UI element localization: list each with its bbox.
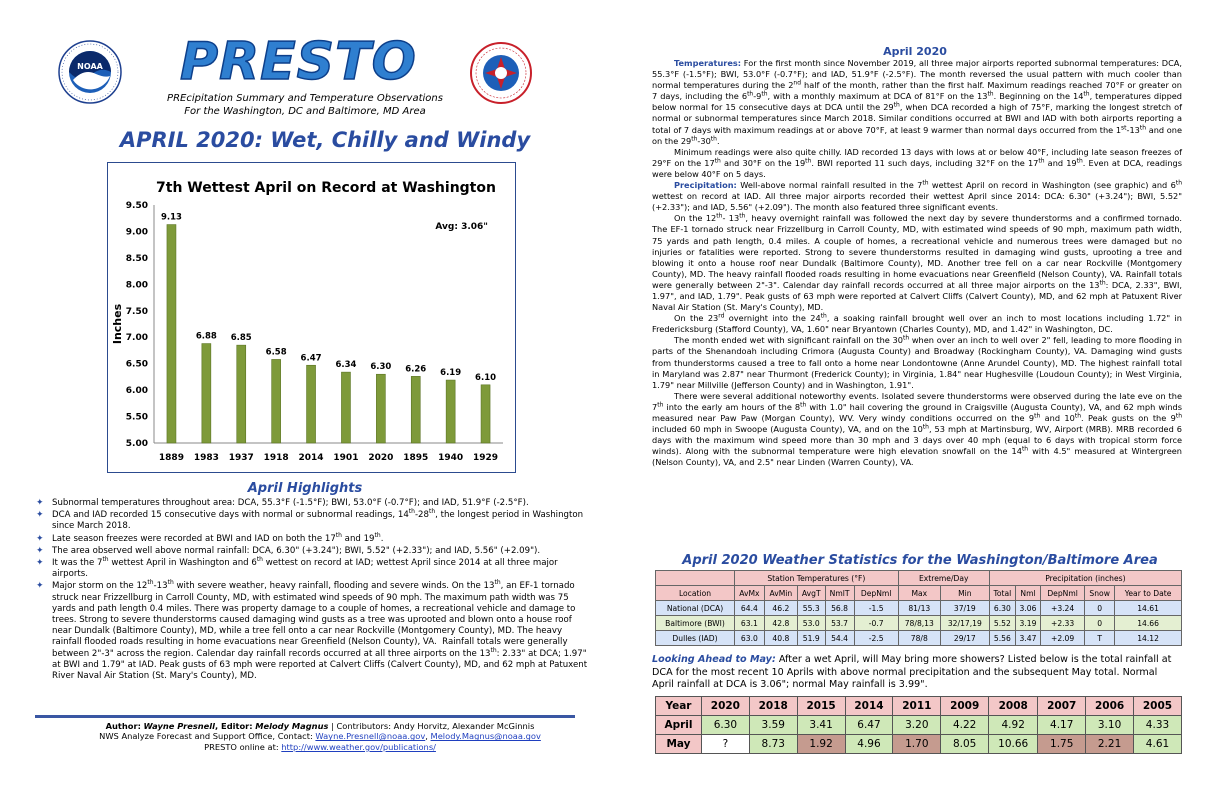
star-bullet-icon: ✦ [36, 545, 44, 556]
table-cell: 10.66 [989, 735, 1038, 754]
table-cell: 8.05 [941, 735, 989, 754]
table-cell: 2008 [989, 697, 1038, 716]
list-item [36, 498, 591, 509]
narrative [652, 58, 1182, 468]
data-label: 6.26 [405, 364, 427, 375]
looking-ahead-text: After a wet April, will May bring more showers? Listed below is the total rainfall at DCA for the most recent 10 Aprils with above normal precipitation and the subsequent May total. Normal April rainfall at DCA is 3.06"; normal May rainfall is 3.99". [652, 654, 1172, 691]
highlights-list [36, 498, 591, 683]
table-cell: Dulles (IAD) [656, 631, 735, 646]
table-cell: -1.5 [854, 601, 898, 616]
data-label: 6.88 [195, 331, 217, 342]
looking-ahead [652, 654, 1182, 692]
y-tick-label: 8.00 [125, 280, 148, 291]
chart-title: 7th Wettest April on Record at Washington [156, 180, 496, 196]
x-tick-label: 2020 [368, 453, 394, 463]
x-tick-label: 1889 [158, 453, 184, 463]
looking-ahead-label: Looking Ahead to May: [652, 654, 776, 665]
table-cell: 56.8 [825, 601, 854, 616]
bar [411, 376, 420, 443]
data-label: 6.85 [230, 333, 252, 344]
stats-title: April 2020 Weather Statistics for the Washington/Baltimore Area [682, 553, 1158, 568]
y-tick-label: 9.50 [125, 201, 148, 211]
bar [272, 359, 281, 443]
table-cell: 53.7 [825, 616, 854, 631]
footer [40, 721, 600, 752]
subtitle-line1: PREcipitation Summary and Temperature Observations [167, 93, 443, 104]
publications-link[interactable]: http://www.weather.gov/publications/ [281, 741, 436, 752]
y-tick-label: 5.50 [125, 412, 148, 423]
email-link-presnell[interactable]: Wayne.Presnell@noaa.gov [315, 731, 426, 742]
table-cell: 6.30 [989, 601, 1015, 616]
x-tick-label: 2014 [298, 453, 324, 463]
precip-paragraph: Precipitation: Well-above normal rainfall resulted in the 7th wettest April on record in Washington (see graphic) and 6th wettest on record at IAD. All three major airports recorded their wettest April since 2014: DCA: 6.30" (+3.24"); BWI, 5.52" (+2.33"); and IAD, 5.56" (+2.09"). The month also featured three significant events. [652, 179, 1182, 213]
table-cell: 46.2 [764, 601, 797, 616]
highlight-text: The area observed well above normal rainfall: DCA, 6.30" (+3.24"); BWI, 5.52" (+2.33"); and IAD, 5.56" (+2.09"). [52, 545, 541, 556]
author-name: Wayne Presnell [143, 721, 215, 731]
table-cell: 2020 [701, 697, 749, 716]
table-cell: 42.8 [764, 616, 797, 631]
table-row [656, 601, 1182, 616]
list-item [36, 558, 591, 580]
table-cell: +3.24 [1041, 601, 1085, 616]
contributors: | Contributors: Andy Horvitz, Alexander McGinnis [328, 721, 535, 731]
table-cell: 2015 [797, 697, 845, 716]
column-header: Max [898, 586, 940, 601]
data-label: 6.30 [370, 362, 392, 373]
table-cell: 3.59 [749, 716, 797, 735]
y-tick-label: 6.50 [125, 359, 148, 370]
star-bullet-icon: ✦ [36, 498, 44, 508]
row-header: Year [656, 697, 702, 716]
y-tick-label: 6.00 [125, 386, 148, 397]
table-cell: 14.66 [1115, 616, 1182, 631]
table-row [656, 735, 1182, 754]
row-header: May [656, 735, 702, 754]
soaking-paragraph: On the 23rd overnight into the 24th, a soaking rainfall brought well over an inch to most locations including 1.72" in Fredericksburg (Stafford County), VA, 1.60" near Bryantown (Charles County), MD, and 1.42" in Washington, DC. [652, 312, 1182, 335]
list-item [36, 510, 591, 532]
table-cell: T [1085, 631, 1115, 646]
contact-line: NWS Analyze Forecast and Support Office, Contact: Wayne.Presnell@noaa.gov, Melody.Magnus@noaa.gov [99, 731, 541, 742]
subtitle-line2: For the Washington, DC and Baltimore, MD Area [184, 106, 426, 117]
star-bullet-icon: ✦ [36, 510, 44, 521]
table-cell: 51.9 [797, 631, 825, 646]
credits-line [40, 721, 600, 731]
x-tick-label: 1895 [403, 453, 429, 463]
online-prefix: PRESTO online at: [204, 741, 282, 752]
bar [202, 344, 211, 443]
table-cell: 2.21 [1086, 735, 1134, 754]
table-cell: 55.3 [797, 601, 825, 616]
chart-annotation: Avg: 3.06" [435, 222, 488, 232]
x-tick-label: 1940 [438, 453, 464, 463]
highlight-text: It was the 7th wettest April in Washington and 6th wettest on record at IAD; wettest April since 2014 at all three major airports. [52, 556, 558, 580]
y-tick-label: 8.50 [125, 253, 148, 264]
bar [167, 225, 176, 443]
table-cell: 4.61 [1134, 735, 1182, 754]
table-cell: 3.47 [1015, 631, 1040, 646]
column-header: DepNml [854, 586, 898, 601]
group-header-precip: Precipitation (inches) [989, 571, 1181, 586]
right-title: April 2020 [883, 45, 947, 58]
table-cell: 1.75 [1038, 735, 1086, 754]
table-cell: -0.7 [854, 616, 898, 631]
star-bullet-icon: ✦ [36, 558, 44, 569]
table-cell: 29/17 [940, 631, 989, 646]
table-cell: 14.61 [1115, 601, 1182, 616]
table-cell: 6.30 [701, 716, 749, 735]
column-header: DepNml [1041, 586, 1085, 601]
table-cell: 14.12 [1115, 631, 1182, 646]
presto-logo: PRESTO [180, 32, 417, 92]
table-row [656, 586, 1182, 601]
bar [307, 365, 316, 443]
table-cell: +2.09 [1041, 631, 1085, 646]
table-cell: 40.8 [764, 631, 797, 646]
table-cell: 0 [1085, 601, 1115, 616]
data-label: 9.13 [160, 212, 182, 223]
highlight-text: Major storm on the 12th-13th with severe weather, heavy rainfall, flooding and severe winds. On the 13th, an EF-1 tornado struck near Frizzellburg in Carroll County, MD, with estimated wind speeds of 90 mph. The maximum path width was 75 yards and path length 0.4 miles. There was property damage to a couple of homes, a recreational vehicle and damage to trees. Strong to severe thunderstorms caused damaging wind gusts as a tree was uprooted and blown onto a house roof near Dundalk (Baltimore County), MD, while a tree fell onto a car near Rockville (Montgomery County), MD. The heavy rainfall flooded roads resulting in home evacuations near Greenfield (Nelson County), VA. Rainfall totals were generally between 2"-3" across the region. Calendar day rainfall records occurred at all three airports on the 13th: 2.33" at DCA; 1.97" at BWI and 1.79" at IAD. Peak gusts of 63 mph were reported at Calvert Cliffs (Calvert County), MD, and 62 mph at Patuxent River Naval Air Station (St. Mary's County), MD. [52, 579, 588, 682]
column-header: Location [656, 586, 735, 601]
table-row [656, 716, 1182, 735]
table-cell: 3.20 [893, 716, 941, 735]
table-cell [656, 571, 735, 586]
y-tick-label: 5.00 [125, 439, 148, 449]
table-cell: 4.96 [845, 735, 893, 754]
online-line [40, 742, 600, 752]
bar [481, 385, 490, 443]
table-cell: 3.06 [1015, 601, 1040, 616]
footer-divider [35, 715, 575, 718]
table-cell: 4.33 [1134, 716, 1182, 735]
editor-label: , Editor: [215, 721, 253, 731]
table-cell: 63.1 [735, 616, 765, 631]
table-cell: 2009 [941, 697, 989, 716]
table-cell: National (DCA) [656, 601, 735, 616]
column-header: NmlT [825, 586, 854, 601]
stats-table [655, 570, 1182, 646]
list-item [36, 581, 591, 682]
table-cell: 1.92 [797, 735, 845, 754]
minimum-paragraph: Minimum readings were also quite chilly. IAD recorded 13 days with lows at or below 40°F, including late season freezes of 29°F on the 17th and 30°F on the 19th. BWI reported 11 such days, including 32°F on the 17th and 19th. Even at DCA, readings were below 40°F on 5 days. [652, 146, 1182, 179]
highlight-text: DCA and IAD recorded 15 consecutive days with normal or subnormal readings, 14th-28th, the longest period in Washington since March 2018. [52, 508, 584, 532]
column-header: Total [989, 586, 1015, 601]
row-header: April [656, 716, 702, 735]
star-bullet-icon: ✦ [36, 533, 44, 544]
data-label: 6.10 [475, 372, 497, 383]
table-cell: 2005 [1134, 697, 1182, 716]
bar [376, 374, 385, 443]
table-cell: 5.56 [989, 631, 1015, 646]
table-cell: 2014 [845, 697, 893, 716]
table-cell: 4.22 [941, 716, 989, 735]
bar [341, 372, 350, 443]
bar [446, 380, 455, 443]
table-cell: 2018 [749, 697, 797, 716]
table-cell: 5.52 [989, 616, 1015, 631]
table-cell: +2.33 [1041, 616, 1085, 631]
group-header-extreme: Extreme/Day [898, 571, 989, 586]
author-label: Author: [105, 721, 141, 731]
x-tick-label: 1937 [228, 453, 254, 463]
data-label: 6.19 [440, 368, 462, 379]
storm-paragraph: On the 12th- 13th, heavy overnight rainfall was followed the next day by severe thunderstorms and a confirmed tornado. The EF-1 tornado struck near Frizzellburg in Carroll County, MD, with estimated wind speeds of 90 mph, maximum path width, 75 yards and path length, 0.4 miles. A couple of homes, a recreational vehicle and numerous trees were damaged but no injuries or fatalities were reported. Strong to severe thunderstorms resulted in damaging wind gusts, uprooting a tree and blowing it onto a house roof near Dundalk (Baltimore County), MD. Another tree fell on a car near Rockville (Montgomery County), MD. The heavy rainfall flooded roads resulting in home evacuations near Greenfield (Nelson County), VA. Rainfall totals were generally between 2"-3". Calendar day rainfall records occurred at all three major airports on the 13th: DCA, 2.33", BWI, 1.97", and IAD, 1.79". Peak gusts of 63 mph were reported at Calvert Cliffs (Calvert County), MD, and 62 mph at Patuxent River Naval Air Station (St. Mary's County), MD. [652, 212, 1183, 313]
y-axis-label: Inches [111, 303, 124, 345]
highlight-text: Subnormal temperatures throughout area: DCA, 55.3°F (-1.5°F); BWI, 53.0°F (-0.7°F); and IAD, 51.9°F (-2.5°F). [52, 498, 529, 508]
table-cell: 54.4 [825, 631, 854, 646]
star-bullet-icon: ✦ [36, 581, 44, 592]
data-label: 6.34 [335, 360, 357, 371]
table-cell: 1.70 [893, 735, 941, 754]
temps-paragraph: Temperatures: For the first month since November 2019, all three major airports reported subnormal temperatures: DCA, 55.3°F (-1.5°F); BWI, 53.0°F (-0.7°F); and IAD, 51.9°F (-2.5°F). The month reversed the usual pattern with much cooler than normal temperatures during the 2nd half of the month, rather than the first half. Maximum readings reached 70°F or greater on 7 days, including the 6th-9th, with a monthly maximum at DCA of 81°F on the 13th. Beginning on the 14th, temperatures dipped below normal for 15 consecutive days at DCA until the 29th, when DCA recorded a high of 75°F, marking the longest stretch of normal or subnormal temperatures since March 2018. Similar conditions occurred at BWI and IAD with both airports reporting a total of 7 days with maximum readings at or above 70°F, at least 9 warmer than normal days occurred from the 1st-13th and one on the 29th-30th. [652, 58, 1183, 146]
column-header: AvMx [735, 586, 765, 601]
table-cell: 37/19 [940, 601, 989, 616]
table-cell: Baltimore (BWI) [656, 616, 735, 631]
table-cell: 64.4 [735, 601, 765, 616]
table-cell: ? [701, 735, 749, 754]
table-cell: 2007 [1038, 697, 1086, 716]
y-tick-label: 7.50 [125, 306, 148, 317]
x-tick-label: 1929 [473, 453, 499, 463]
y-tick-label: 7.00 [125, 333, 148, 344]
table-cell: 8.73 [749, 735, 797, 754]
month-end-paragraph: The month ended wet with significant rainfall on the 30th when over an inch to well over 2" fell, leading to more flooding in parts of the Shenandoah including Crimora (Augusta County) and Broadway (Rockingham County), VA. Damaging wind gusts from thunderstorms caused a tree to fall onto a home near Londontowne (Anne Arundel County), MD. The highest rainfall total in Maryland was 2.87" near Thurmont (Frederick County); in Virginia, 1.84" near Hughesville (Loudoun County); in West Virginia, 1.79" near Millville (Jefferson County) and in Washington, 1.91". [652, 334, 1182, 390]
main-title: APRIL 2020: Wet, Chilly and Windy [119, 128, 531, 152]
y-tick-label: 9.00 [125, 227, 148, 238]
bar [237, 345, 246, 443]
column-header: Snow [1085, 586, 1115, 601]
nws-logo [470, 42, 532, 104]
table-cell: 81/13 [898, 601, 940, 616]
temps-label: Temperatures: [674, 58, 742, 68]
table-cell: 3.19 [1015, 616, 1040, 631]
column-header: AvgT [797, 586, 825, 601]
table-row [656, 631, 1182, 646]
list-item [36, 531, 591, 545]
column-header: Year to Date [1115, 586, 1182, 601]
editor-name: Melody Magnus [255, 721, 329, 731]
column-header: Min [940, 586, 989, 601]
email-link-magnus[interactable]: Melody.Magnus@noaa.gov [430, 731, 541, 742]
table-cell: 2011 [893, 697, 941, 716]
presto-subtitle [160, 92, 450, 118]
table-cell: 0 [1085, 616, 1115, 631]
table-cell: 3.41 [797, 716, 845, 735]
x-tick-label: 1983 [193, 453, 219, 463]
column-header: AvMin [764, 586, 797, 601]
table-cell: 2006 [1086, 697, 1134, 716]
table-cell: 6.47 [845, 716, 893, 735]
april-may-table [655, 696, 1182, 754]
noaa-logo-text: NOAA [77, 62, 103, 71]
table-cell: 4.17 [1038, 716, 1086, 735]
bar-chart [108, 163, 515, 472]
highlights-title: April Highlights [247, 481, 363, 496]
table-row [656, 697, 1182, 716]
chart-panel [107, 162, 516, 473]
contact-prefix: NWS Analyze Forecast and Support Office, Contact: [99, 731, 316, 742]
table-cell: 78/8 [898, 631, 940, 646]
table-cell: 53.0 [797, 616, 825, 631]
table-cell: 32/17,19 [940, 616, 989, 631]
data-label: 6.47 [300, 353, 322, 364]
group-header-temps: Station Temperatures (°F) [735, 571, 899, 586]
data-label: 6.58 [265, 347, 287, 358]
table-cell: 3.10 [1086, 716, 1134, 735]
table-row [656, 571, 1182, 586]
table-cell: -2.5 [854, 631, 898, 646]
column-header: Nml [1015, 586, 1040, 601]
table-cell: 78/8,13 [898, 616, 940, 631]
precip-label: Precipitation: [674, 180, 737, 191]
highlight-text: Late season freezes were recorded at BWI and IAD on both the 17th and 19th. [52, 531, 384, 544]
list-item [36, 546, 591, 557]
noaa-logo [58, 40, 122, 104]
table-cell: 63.0 [735, 631, 765, 646]
table-row [656, 616, 1182, 631]
x-tick-label: 1918 [263, 453, 289, 463]
x-tick-label: 1901 [333, 453, 359, 463]
noteworthy-paragraph: There were several additional noteworthy events. Isolated severe thunderstorms were observed during the late eve on the 7th into the early am hours of the 8th with 1.0" hail covering the ground in Craigsville (Augusta County), VA, and 62 mph winds measured near Paw Paw (Morgan County), WV. Very windy conditions occurred on the 9th and 10th. Peak gusts on the 9th included 60 mph in Swoope (Augusta County), VA, and on the 10th, 53 mph at Martinsburg, WV, Airport (MRB). MRB recorded 6 days with the maximum wind speed more than 30 mph and 3 days over 40 mph (equal to 6 days with tropical storm force winds). Along with the subnormal temperature were high elevation snowfall on the 14th with 4.5" measured at Wintergreen (Nelson County), VA, and 2.5" near Linden (Warren County), VA. [652, 390, 1183, 468]
table-cell: 4.92 [989, 716, 1038, 735]
